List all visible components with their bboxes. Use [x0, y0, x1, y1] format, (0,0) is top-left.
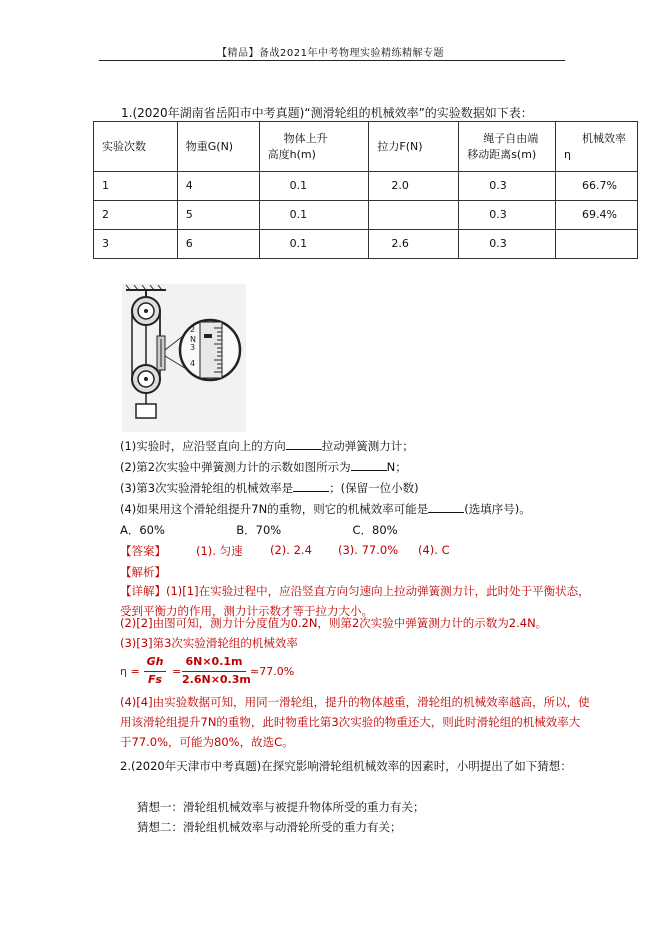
- table-row: [94, 172, 638, 201]
- answer-item: (3). 77.0%: [338, 543, 399, 557]
- table-cell: 66.7%: [556, 172, 638, 201]
- question-2-guess-2: 猜想二：滑轮组机械效率与动滑轮所受的重力有关；: [137, 820, 402, 834]
- page-header-title: 【精品】备战2021年中考物理实验精练精解专题: [217, 48, 444, 59]
- formula-numerator: Gh: [146, 655, 164, 668]
- answer-item: (2). 2.4: [270, 543, 312, 557]
- table-cell: 6: [177, 230, 259, 259]
- table-cell: [556, 230, 638, 259]
- table-cell: 0.3: [459, 201, 556, 230]
- analysis-paragraph-4: (4)[4]由实验数据可知，用同一滑轮组，提升的物体越重，滑轮组的机械效率越高，所以，使用该滑轮组提升7N的重物，此时物重比第3次实验的物重还大，则此时滑轮组的机械效率大于77.0%，可能为80%，故选C。: [120, 695, 590, 749]
- question-2-intro: 2.(2020年天津市中考真题)在探究影响滑轮组机械效率的因素时，小明提出了如下猜想：: [120, 759, 572, 773]
- pulley-system-figure: [122, 284, 246, 432]
- answer-label: 【答案】: [120, 544, 166, 558]
- analysis-paragraph-1: 【详解】(1)[1]在实验过程中，应沿竖直方向匀速向上拉动弹簧测力计，此时处于平衡状态，受到平衡力的作用，测力计示数才等于拉力大小。: [120, 584, 590, 618]
- option-a: A．60%: [120, 523, 165, 537]
- table-cell: [369, 201, 459, 230]
- answer-item: (4). C: [418, 543, 450, 557]
- table-cell: 5: [177, 201, 259, 230]
- efficiency-formula: [120, 654, 320, 690]
- table-row: [94, 201, 638, 230]
- question-1-part-4: (4)如果用这个滑轮组提升7N的重物，则它的机械效率可能是 (选填序号)。: [120, 502, 531, 516]
- scale-label: 2: [190, 325, 196, 334]
- table-cell: 3: [94, 230, 178, 259]
- table-cell: 69.4%: [556, 201, 638, 230]
- answer-blank[interactable]: [286, 438, 322, 450]
- option-b: B．70%: [236, 523, 282, 537]
- answer-blank[interactable]: [293, 480, 329, 492]
- table-row: [94, 230, 638, 259]
- table-cell: 0.1: [259, 201, 369, 230]
- formula-equals: =: [172, 665, 182, 678]
- scale-label: 4: [190, 359, 196, 368]
- formula-result: ≈77.0%: [250, 665, 295, 678]
- header-divider: [99, 60, 565, 61]
- formula-denominator: 2.6N×0.3m: [182, 673, 251, 686]
- answer-blank[interactable]: [351, 459, 387, 471]
- experiment-data-table: [93, 121, 638, 259]
- table-header-cell: 实验次数: [94, 122, 178, 172]
- scale-label: 3: [190, 343, 196, 352]
- table-header-cell: 物体上升 高度h(m): [259, 122, 369, 172]
- question-1-intro: 1.(2020年湖南省岳阳市中考真题)“测滑轮组的机械效率”的实验数据如下表：: [121, 106, 533, 120]
- fraction-bar: [182, 671, 246, 672]
- fraction-bar: [144, 671, 166, 672]
- question-1-part-1: (1)实验时，应沿竖直向上的方向 拉动弹簧测力计；: [120, 439, 414, 453]
- analysis-paragraph-2: (2)[2]由图可知，测力计分度值为0.2N，则第2次实验中弹簧测力计的示数为2.4N。: [120, 616, 548, 630]
- table-cell: 0.1: [259, 230, 369, 259]
- table-header-cell: 拉力F(N): [369, 122, 459, 172]
- table-header-row: [94, 122, 638, 172]
- table-header-cell: 物重G(N): [177, 122, 259, 172]
- question-1-part-2: (2)第2次实验中弹簧测力计的示数如图所示为 N；: [120, 460, 407, 474]
- formula-numerator: 6N×0.1m: [185, 655, 243, 668]
- answer-blank[interactable]: [428, 501, 464, 513]
- analysis-paragraph-3: (3)[3]第3次实验滑轮组的机械效率: [120, 636, 298, 650]
- formula-denominator: Fs: [147, 673, 163, 686]
- table-cell: 2.0: [369, 172, 459, 201]
- question-2-guess-1: 猜想一：滑轮组机械效率与被提升物体所受的重力有关；: [137, 800, 425, 814]
- answer-item: (1). 匀速: [196, 544, 243, 558]
- table-cell: 2.6: [369, 230, 459, 259]
- table-cell: 4: [177, 172, 259, 201]
- table-header-cell: 绳子自由端 移动距离s(m): [459, 122, 556, 172]
- question-1-options: [120, 522, 398, 538]
- scale-label: N: [190, 335, 196, 344]
- formula-eta: η =: [120, 665, 140, 678]
- table-header-cell: 机械效率 η: [556, 122, 638, 172]
- question-1-part-3: (3)第3次实验滑轮组的机械效率是 ；(保留一位小数): [120, 481, 419, 495]
- table-cell: 0.3: [459, 172, 556, 201]
- table-cell: 1: [94, 172, 178, 201]
- option-c: C．80%: [352, 523, 398, 537]
- table-cell: 0.1: [259, 172, 369, 201]
- table-cell: 2: [94, 201, 178, 230]
- table-cell: 0.3: [459, 230, 556, 259]
- analysis-label: 【解析】: [120, 565, 166, 579]
